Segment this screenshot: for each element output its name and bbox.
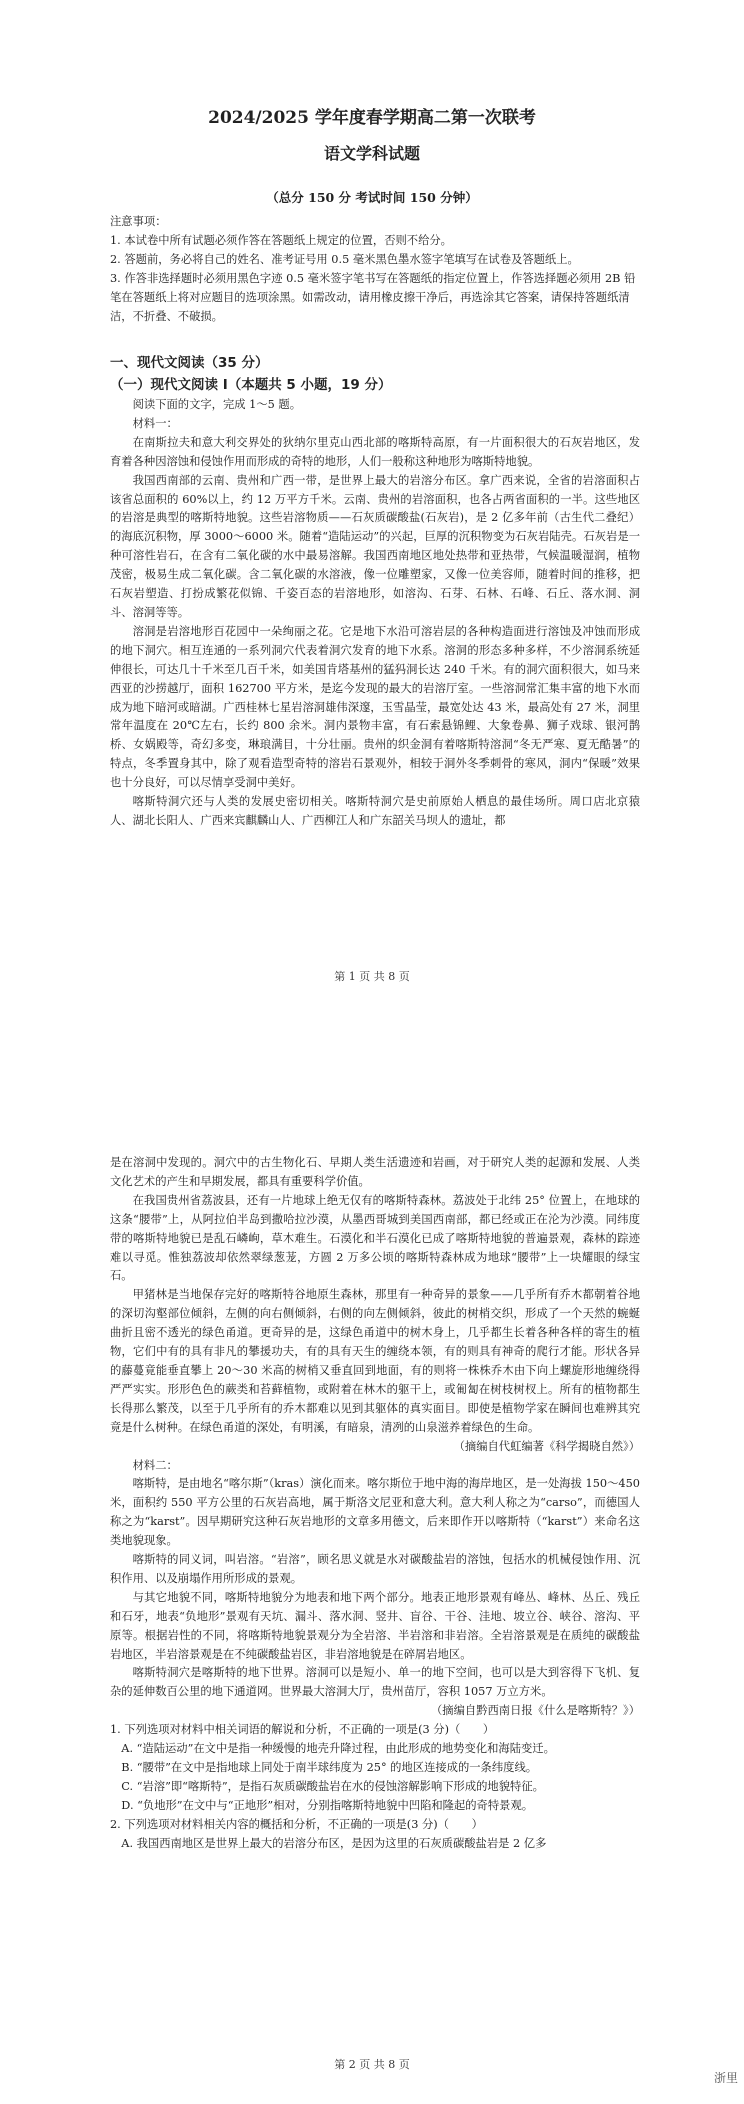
note-item: 2. 答题前，务必将自己的姓名、准考证号用 0.5 毫米黑色墨水签字笔填写在试卷及答题纸上。 (110, 252, 579, 266)
material-1-label: 材料一： (132, 416, 178, 430)
page-footer: 第 2 页 共 8 页 (334, 2058, 410, 2071)
material-2-source: （摘编自黔西南日报《什么是喀斯特？》） (431, 1704, 640, 1718)
question-2-stem: 2. 下列选项对材料相关内容的概括和分析，不正确的一项是(3 分)（ ） (110, 1817, 483, 1831)
paragraph: 溶洞是岩溶地形百花园中一朵绚丽之花。它是地下水沿可溶岩层的各种构造面进行溶蚀及冲蚀而形成的地下洞穴。相互连通的一系列洞穴代表着洞穴发育的地下水系。溶洞的形态多种多样，不少溶洞系统延伸很长，可达几十千米至几百千米，如美国肯塔基州的猛犸洞长达 240 千米。有的洞穴面积很大，如马来西亚的沙捞越厅，面积 162700 平方米，是迄今发现的最大的岩溶厅室。一些溶洞常汇集丰富的地下水而成为地下暗河或暗湖。广西桂林七星岩溶洞雄伟深邃，玉雪晶莹，最宽处达 43 米，最高处有 27 米，洞里常年温度在 20℃左右，长约 800 余米。洞内景物丰富，有石索悬锦鲤、大象卷鼻、狮子戏球、银河鹊桥、女娲殿等，奇幻多变，琳琅满目，十分壮丽。贵州的织金洞有着喀斯特溶洞“冬无严寒、夏无酷暑”的特点，冬季置身其中，除了观看造型奇特的溶岩石景观外，相较于洞外冬季刺骨的寒风，洞内“保暖”效果也十分良好，可以尽情享受洞中美好。 (110, 624, 640, 790)
paragraph: 我国西南部的云南、贵州和广西一带，是世界上最大的岩溶分布区。拿广西来说，全省的岩溶面积占该省总面积的 60%以上，约 12 万平方千米。云南、贵州的岩溶面积，也各占两省面积的一半。这些地区的岩溶是典型的喀斯特地貌。这些岩溶物质——石灰质碳酸盐(石灰岩)，是 2 亿多年前（古生代二叠纪）的海底沉积物，厚 3000～6000 米。随着“造陆运动”的兴起，巨厚的沉积物变为石灰岩陆壳。石灰岩是一种可溶性岩石，在含有二氧化碳的水中最易溶解。我国西南地区地处热带和亚热带，气候温暖湿润，植物茂密，极易生成二氧化碳。含二氧化碳的水溶液，像一位雕塑家，又像一位美容师，随着时间的推移，把石灰岩塑造、打扮成繁花似锦、千姿百态的岩溶地形，如溶沟、石芽、石林、石峰、石丘、落水洞、洞斗、溶洞等等。 (110, 473, 640, 619)
paragraph: 喀斯特洞穴还与人类的发展史密切相关。喀斯特洞穴是史前原始人栖息的最佳场所。周口店北京猿人、湖北长阳人、广西来宾麒麟山人、广西柳江人和广东韶关马坝人的遗址，都 (110, 795, 640, 827)
question-1-stem: 1. 下列选项对材料中相关词语的解说和分析，不正确的一项是(3 分)（ ） (110, 1723, 495, 1737)
section-heading: 一、现代文阅读（35 分） (110, 355, 269, 371)
section-1 (110, 352, 640, 831)
question-1-option-d: D. “负地形”在文中与“正地形”相对，分别指喀斯特地貌中凹陷和隆起的奇特景观。 (121, 1798, 534, 1812)
notes-label: 注意事项： (110, 215, 167, 228)
paragraph: 与其它地貌不同，喀斯特地貌分为地表和地下两个部分。地表正地形景观有峰丛、峰林、丛丘、残丘和石牙，地表“负地形”景观有天坑、漏斗、落水洞、竖井、盲谷、干谷、洼地、坡立谷、峡谷、溶沟、平原等。根据岩性的不同，将喀斯特地貌景观分为全岩溶、半岩溶和非岩溶。全岩溶景观是在质纯的碳酸盐岩地区，半岩溶景观是在不纯碳酸盐岩区，非岩溶地貌是在碎屑岩地区。 (110, 1590, 640, 1661)
question-1-option-b: B. “腰带”在文中是指地球上同处于南半球纬度为 25° 的地区连接成的一条纬度线。 (121, 1761, 538, 1774)
paragraph: 在我国贵州省荔波县，还有一片地球上绝无仅有的喀斯特森林。荔波处于北纬 25° 位置上，在地球的这条“腰带”上，从阿拉伯半岛到撒哈拉沙漠，从墨西哥城到美国西南部，都已经或正在沦为沙漠。同纬度带的喀斯特地貌已是乱石嶙峋，草木难生。石漠化和半石漠化已成了喀斯特地貌的普遍景观，森林的踪迹难以寻觅。惟独荔波却依然翠绿葱茏，方圆 2 万多公顷的喀斯特森林成为地球“腰带”上一块耀眼的绿宝石。 (110, 1193, 640, 1283)
paragraph: 喀斯特洞穴是喀斯特的地下世界。溶洞可以是短小、单一的地下空间，也可以是大到容得下飞机、复杂的延伸数百公里的地下通道网。世界最大溶洞大厅，贵州苗厅，容积 1057 万立方米。 (110, 1666, 640, 1699)
paragraph: 在南斯拉夫和意大利交界处的狄纳尔里克山西北部的喀斯特高原，有一片面积很大的石灰岩地区，发育着各种因溶蚀和侵蚀作用而形成的奇特的地形，人们一般称这种地形为喀斯特地貌。 (110, 435, 640, 468)
material-1-source: （摘编自代虹编著《科学揭晓自然》） (453, 1439, 640, 1453)
paragraph: 是在溶洞中发现的。洞穴中的古生物化石、早期人类生活遗迹和岩画，对于研究人类的起源和发展、人类文化艺术的产生和早期发展，都具有重要科学价值。 (110, 1156, 640, 1188)
question-1-option-a: A. “造陆运动”在文中是指一种缓慢的地壳升降过程，由此形成的地势变化和海陆变迁。 (121, 1742, 555, 1756)
instruction: 阅读下面的文字，完成 1～5 题。 (132, 398, 302, 411)
subject-title: 语文学科试题 (323, 144, 420, 163)
question-1-option-c: C. “岩溶”即“喀斯特”，是指石灰质碳酸盐岩在水的侵蚀溶解影响下形成的地貌特征。 (121, 1779, 544, 1793)
exam-title: 2024/2025 学年度春学期高二第一次联考 (208, 108, 536, 128)
score-time: （总分 150 分 考试时间 150 分钟） (266, 190, 478, 205)
paragraph: 喀斯特的同义词，叫岩溶。“岩溶”，顾名思义就是水对碳酸盐岩的溶蚀，包括水的机械侵蚀作用、沉积作用、以及崩塌作用所形成的景观。 (110, 1553, 640, 1585)
note-item: 3. 作答非选择题时必须用黑色字迹 0.5 毫米签字笔书写在答题纸的指定位置上，作答选择题必须用 2B 铅笔在答题纸上将对应题目的选项涂黑。如需改动，请用橡皮擦干净后，再选涂其它答案，请保持答题纸清洁，不折叠、不破损。 (110, 271, 636, 323)
notes-block (110, 213, 640, 326)
paragraph: 甲猪林是当地保存完好的喀斯特谷地原生森林，那里有一种奇异的景象——几乎所有乔木都朝着谷地的深切沟壑部位倾斜，左侧的向右侧倾斜，右侧的向左侧倾斜，彼此的树梢交织，形成了一个天然的蜿蜒曲折且密不透光的绿色甬道。更奇异的是，这绿色甬道中的树木身上，几乎都生长着各种各样的寄生的植物，它们中有的具有非凡的攀援功夫，有的具有天生的缠绕本领，有的则具有神奇的爬行才能。形状各异的藤蔓竟能垂直攀上 20～30 米高的树梢又垂直回到地面，有的则将一株株乔木由下向上螺旋形地缠绕得严严实实。形形色色的蕨类和苔藓植物，或附着在林木的躯干上，或匍匐在树枝树杈上。所有的植物都生长得那么繁茂，以至于几乎所有的乔木都难以见到其躯体的真实面目。即使是植物学家在瞬间也难辨其究竟是什么树种。在绿色甬道的深处，有明溪，有暗泉，清冽的山泉滋养着绿色的生命。 (110, 1288, 640, 1434)
material-2-label: 材料二： (132, 1458, 178, 1472)
page-2 (0, 1010, 744, 2104)
question-2-option-a: A. 我国西南地区是世界上最大的岩溶分布区，是因为这里的石灰质碳酸盐岩是 2 亿多 (121, 1836, 547, 1850)
paragraph: 喀斯特，是由地名“喀尔斯”（kras）演化而来。喀尔斯位于地中海的海岸地区，是一处海拔 150～450 米，面积约 550 平方公里的石灰岩高地，属于斯洛文尼亚和意大利。意大利人称之为“carso”，而德国人称之为“karst”。因早期研究这种石灰岩地形的文章多用德文，后来即作开以喀斯特（“karst”）来命名这类地貌现象。 (110, 1477, 640, 1548)
subsection-heading: （一）现代文阅读 I（本题共 5 小题，19 分） (110, 377, 392, 393)
page-footer: 第 1 页 共 8 页 (334, 970, 410, 983)
page-2-content (110, 1154, 640, 1854)
note-item: 1. 本试卷中所有试题必须作答在答题纸上规定的位置，否则不给分。 (110, 233, 452, 247)
page-1 (0, 0, 744, 1010)
watermark: 浙里 (713, 2071, 738, 2085)
